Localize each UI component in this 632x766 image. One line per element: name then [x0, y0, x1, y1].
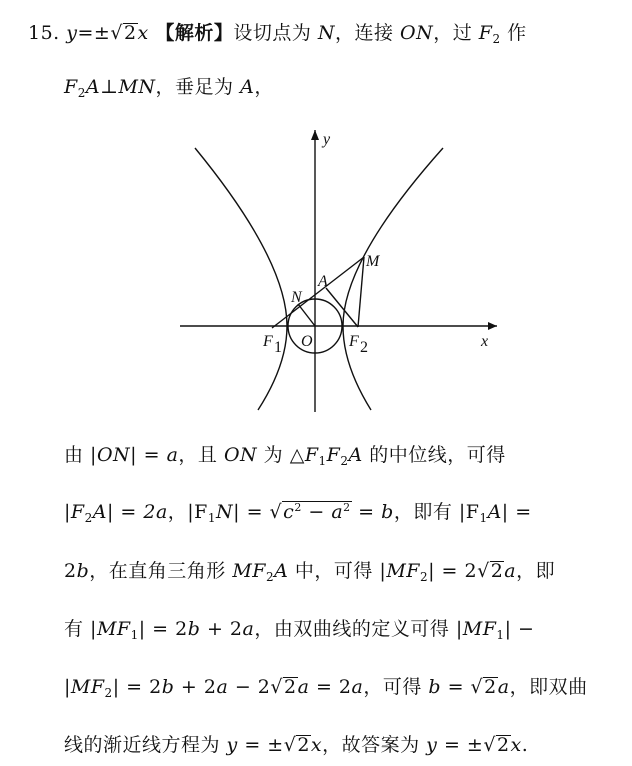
text-wei-triangle: 为 △ — [257, 444, 305, 466]
f2-sub: 2 — [265, 570, 275, 584]
a-letter: A — [274, 560, 289, 582]
plus-minus: ± — [93, 22, 111, 44]
hyperbola-left-branch — [195, 148, 287, 410]
mf1-sub: 1 — [130, 628, 139, 642]
var-y-2: y — [426, 734, 438, 756]
sqrt-2b: 2 — [496, 734, 510, 756]
mf1-letters: MF — [96, 618, 131, 640]
a-letter: A — [348, 444, 363, 466]
answer-y: y — [66, 22, 78, 44]
header-text-2: ，连接 — [335, 22, 401, 44]
header-text-1: 设切点为 — [233, 22, 318, 44]
mf2-sub: 2 — [419, 570, 429, 584]
focus-f2: F — [478, 22, 493, 44]
text-jiyou: ，即有 |F — [393, 501, 480, 523]
mf1-letters-2: MF — [462, 618, 497, 640]
mf2-letters: MF — [386, 560, 420, 582]
var-b-2: b — [428, 676, 442, 698]
point-a: A — [85, 76, 101, 98]
f1-sub-2: 1 — [479, 511, 488, 525]
f1a-eq: A| = — [487, 501, 532, 523]
var-b: b — [187, 618, 201, 640]
var-x-2: x — [510, 734, 522, 756]
plus-2: + 2 — [174, 676, 217, 698]
label-f2-sub: 2 — [360, 339, 368, 356]
solution-line-5 — [64, 672, 588, 700]
perp-symbol: ⊥ — [100, 76, 119, 98]
f1n-eq: N| = — [216, 501, 270, 523]
abs-on: |ON| — [90, 444, 138, 466]
var-c: c — [283, 501, 295, 523]
eq-2: | = 2 — [138, 618, 188, 640]
x-axis-arrow — [488, 322, 497, 330]
sqrt-c2-a2 — [282, 501, 351, 522]
text-definition: ，由双曲线的定义可得 | — [254, 618, 463, 640]
label-f2: F — [349, 333, 359, 350]
f1-sub: 1 — [207, 511, 217, 525]
radical-sign-2: √ — [470, 676, 484, 698]
sqrt-2: 2 — [283, 676, 297, 698]
var-a: a — [242, 618, 255, 640]
eq-pm-2: = ± — [437, 734, 484, 756]
var-a: a — [504, 560, 517, 582]
problem-number: 15. — [28, 22, 60, 44]
sqrt-2b: 2 — [484, 676, 497, 698]
var-b: b — [381, 501, 394, 523]
exp-2b: 2 — [343, 501, 351, 514]
sqrt-2: 2 — [490, 560, 504, 582]
text-hyperbola: ，即双曲 — [509, 676, 588, 698]
radical-sign: √ — [110, 22, 123, 44]
f2-letter: F — [64, 76, 78, 98]
header-text-4: 作 — [500, 22, 527, 44]
label-f1-sub: 1 — [274, 339, 282, 356]
eq: = — [137, 444, 167, 466]
sqrt-2: 2 — [297, 734, 310, 756]
f2-sub: 2 — [84, 511, 93, 525]
var-x: x — [310, 734, 323, 756]
label-y: y — [323, 131, 331, 148]
abs-f1-open: ，|F — [167, 501, 208, 523]
hyperbola-right-branch — [343, 148, 443, 410]
label-f1: F — [263, 333, 273, 350]
label-n: N — [291, 289, 302, 306]
minus-2: − 2 — [228, 676, 271, 698]
text-zhong: 中，可得 | — [288, 560, 387, 582]
f1-sub: 1 — [318, 454, 327, 468]
plus-2: + 2 — [200, 618, 243, 640]
point-a-2: A — [240, 76, 255, 98]
eq-2: | = 2 — [112, 676, 162, 698]
analysis-tag: 【解析】 — [155, 22, 234, 44]
f2-sub: 2 — [340, 454, 349, 468]
foot-text: ，垂足为 — [155, 76, 241, 98]
equals-sign: = — [77, 22, 94, 44]
var-a-2: a — [331, 501, 344, 523]
var-a: a — [216, 676, 229, 698]
solution-line-1 — [64, 440, 506, 468]
text-you-abs: 有 | — [64, 618, 97, 640]
mf1-sub-2: 1 — [496, 628, 505, 642]
segment-mn: MN — [118, 76, 156, 98]
mf-letters: MF — [232, 560, 266, 582]
mf2-sub: 2 — [104, 686, 113, 700]
sqrt-argument: 2 — [123, 22, 137, 44]
hyperbola-figure — [175, 120, 505, 420]
text-kede: ，可得 — [363, 676, 429, 698]
eq-pm: = ± — [237, 734, 284, 756]
radical-sign: √ — [283, 734, 297, 756]
solution-line-3 — [64, 556, 555, 584]
radical-sign: √ — [270, 676, 283, 698]
f2-letter: F — [326, 444, 341, 466]
var-y: y — [226, 734, 238, 756]
var-a-2: a — [297, 676, 310, 698]
abs-open: | — [64, 676, 71, 698]
line2-end: ， — [254, 76, 274, 98]
text-answer: ，故答案为 — [322, 734, 427, 756]
minus: − — [301, 501, 332, 523]
period: . — [521, 734, 529, 756]
num-2: 2 — [64, 560, 77, 582]
text-asymptote: 线的渐近线方程为 — [64, 734, 227, 756]
eq: = — [441, 676, 471, 698]
seg-on: ON — [223, 444, 258, 466]
abs-f2-open: |F — [64, 501, 85, 523]
label-a: A — [318, 273, 328, 290]
text-qie: ，且 — [178, 444, 224, 466]
focus-f2-sub: 2 — [492, 32, 501, 46]
var-b: b — [76, 560, 90, 582]
construction-line — [64, 72, 274, 100]
var-a: a — [166, 444, 179, 466]
segment-on: ON — [400, 22, 434, 44]
abs-minus: | − — [504, 618, 535, 640]
label-x: x — [481, 333, 489, 350]
eq-2: | = 2 — [428, 560, 478, 582]
text-ji: ，即 — [516, 560, 556, 582]
header-text-3: ，过 — [433, 22, 479, 44]
solution-line-2 — [64, 497, 532, 525]
segment-on — [298, 304, 315, 326]
text-you: 由 — [64, 444, 91, 466]
solution-line-4 — [64, 614, 534, 642]
exp-2: 2 — [294, 501, 302, 514]
radical-sign: √ — [269, 501, 283, 523]
eq-2b: = 2 — [309, 676, 352, 698]
var-b: b — [161, 676, 175, 698]
var-a-3: a — [351, 676, 364, 698]
eq: = — [351, 501, 382, 523]
answer-x: x — [137, 22, 149, 44]
solution-line-6 — [64, 730, 528, 757]
text-midline: 的中位线，可得 — [362, 444, 506, 466]
label-m: M — [366, 253, 380, 270]
radical-sign: √ — [477, 560, 490, 582]
radical-sign-2: √ — [483, 734, 496, 756]
text-right-triangle: ，在直角三角形 — [89, 560, 233, 582]
point-n: N — [317, 22, 335, 44]
y-axis-arrow — [311, 130, 319, 140]
f2-sub: 2 — [77, 86, 86, 100]
mf2-letters: MF — [70, 676, 105, 698]
var-a-4: a — [497, 676, 510, 698]
f1-letter: F — [304, 444, 319, 466]
f2a-eq: A| = 2 — [92, 501, 156, 523]
problem-header-line — [28, 18, 527, 46]
label-o: O — [301, 333, 313, 350]
var-a: a — [155, 501, 168, 523]
